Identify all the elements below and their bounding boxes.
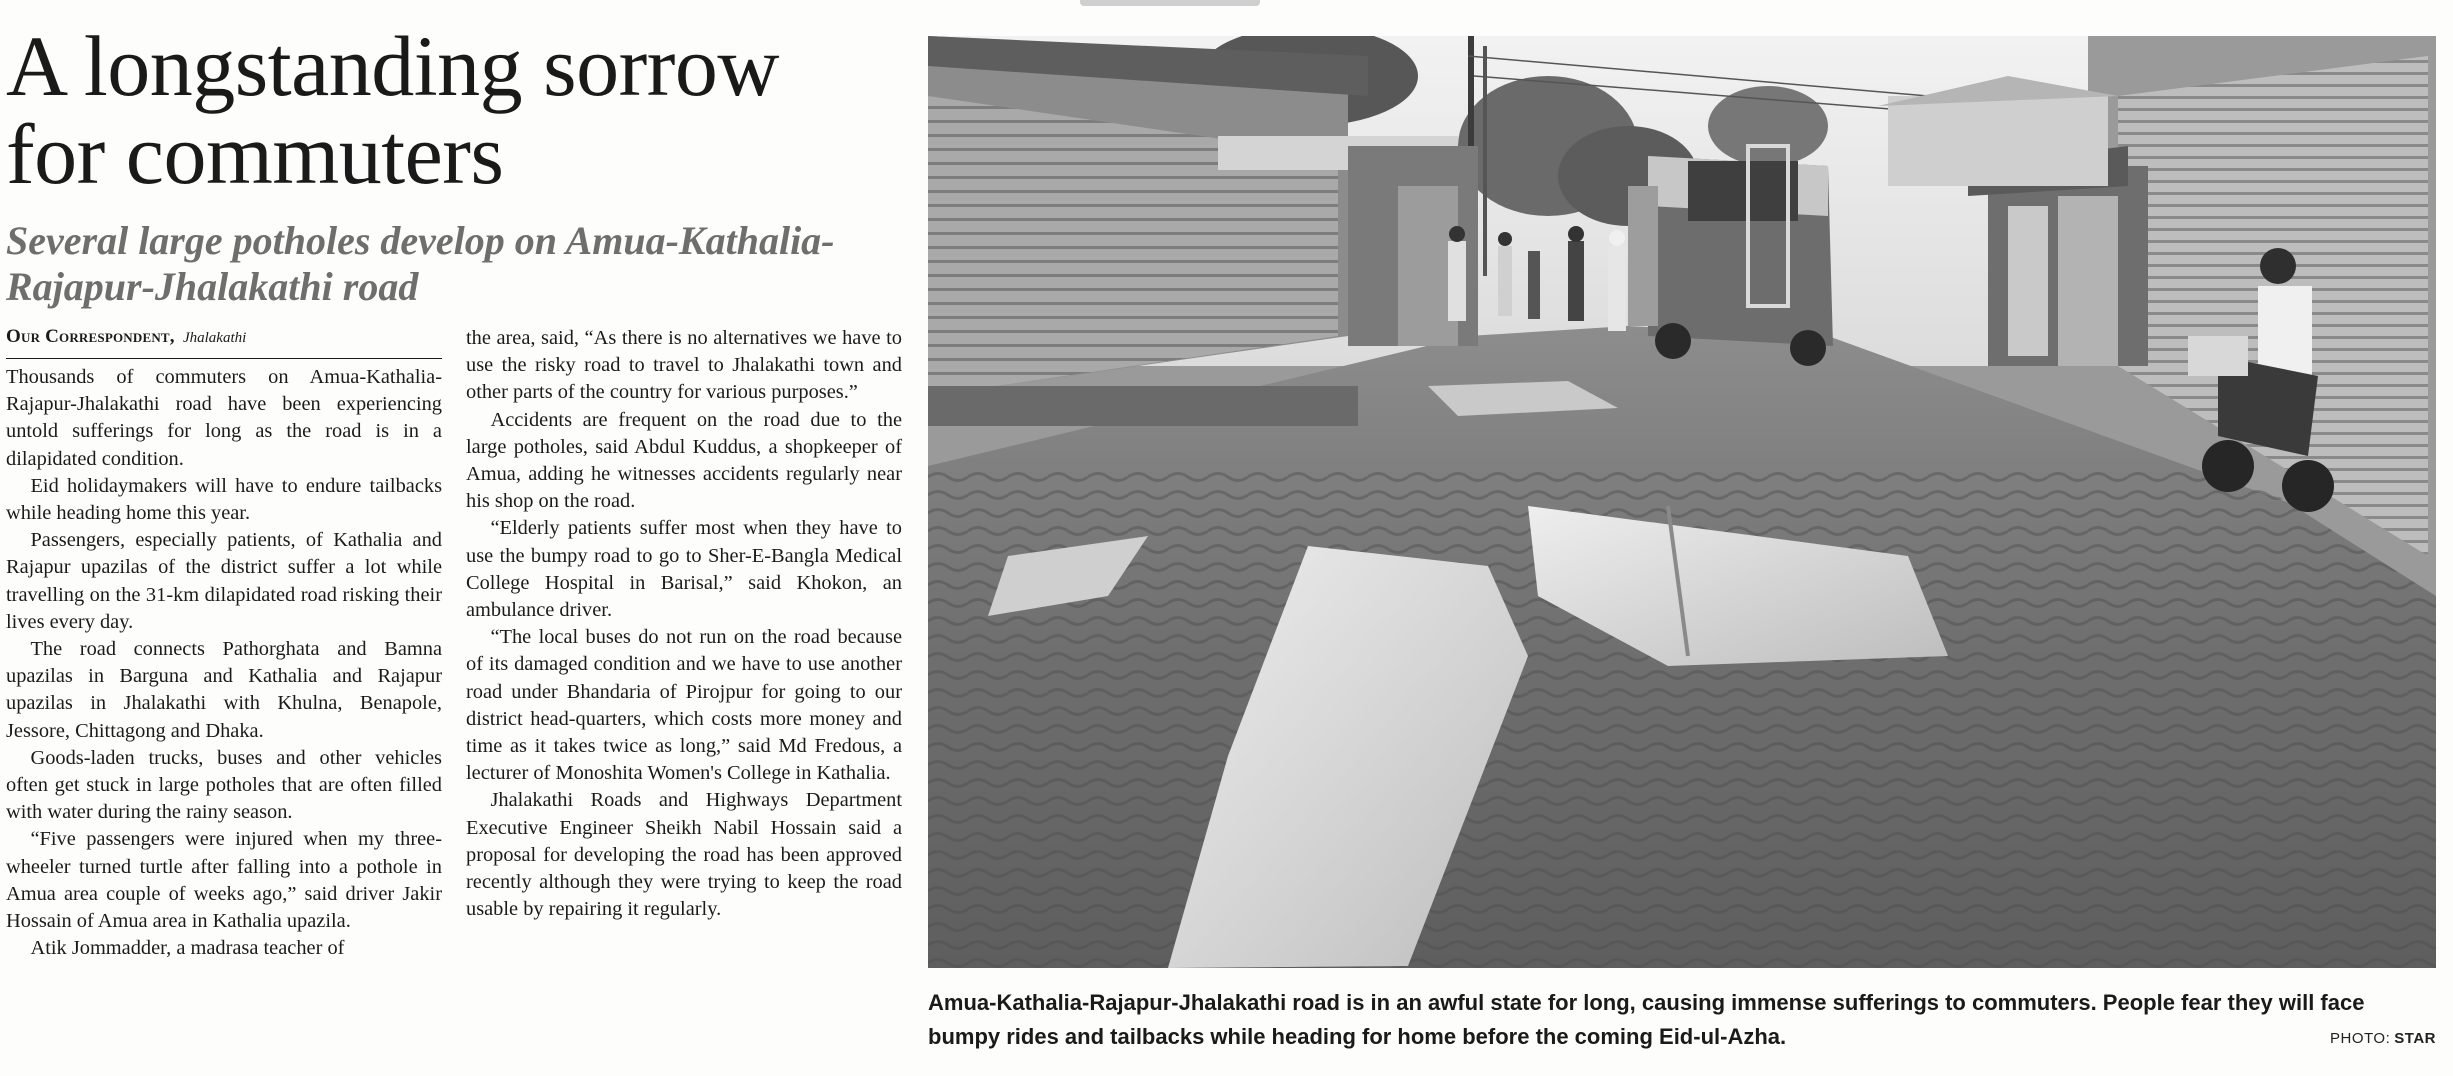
subheadline: Several large potholes develop on Amua-Kathalia-Rajapur-Jhalakathi road — [6, 218, 835, 309]
news-photo — [928, 36, 2436, 968]
byline-author: Our Correspondent, — [6, 326, 175, 347]
headline-line-1: A longstanding sorrow — [6, 18, 780, 114]
photo-credit — [2330, 1030, 2436, 1047]
byline — [6, 326, 442, 359]
paragraph: Passengers, especially patients, of Kathalia and Rajapur upazilas of the district suffer a lot while travelling on the 31-km dilapidated road risking their lives every day. — [6, 529, 442, 633]
paragraph: “Five passengers were injured when my three-wheeler turned turtle after falling into a pothole in Amua area couple of weeks ago,” said driver Jakir Hossain of Amua area in Kathalia upazila. — [6, 828, 442, 933]
paragraph: Goods-laden trucks, buses and other vehicles often get stuck in large potholes that are often filled with water during the rainy season. — [6, 746, 442, 824]
paragraph: Eid holidaymakers will have to endure tailbacks while heading home this year. — [6, 474, 442, 525]
paragraph: the area, said, “As there is no alternatives we have to use the risky road to travel to Jhalakathi town and other parts of the country for various purposes.” — [466, 327, 902, 404]
paragraph: Accidents are frequent on the road due to the large potholes, said Abdul Kuddus, a shopkeeper of Amua, adding he witnesses accidents regularly near his shop on the road. — [466, 408, 902, 513]
paragraph: Thousands of commuters on Amua-Kathalia-Rajapur-Jhalakathi road have been experiencing untold sufferings for long as the road is in a dilapidated condition. — [6, 366, 442, 470]
article-column-1 — [6, 364, 442, 962]
photo-credit-label: PHOTO: — [2330, 1030, 2391, 1047]
paragraph: Jhalakathi Roads and Highways Department Executive Engineer Sheikh Nabil Hossain said a proposal for developing the road has been approved recently although they were trying to keep the road usable by repairing it regularly. — [466, 789, 902, 921]
paragraph: Atik Jommadder, a madrasa teacher of — [30, 937, 345, 960]
photo-caption: Amua-Kathalia-Rajapur-Jhalakathi road is in an awful state for long, causing immense sufferings to commuters. People fear they will face bumpy rides and tailbacks while heading for home before the coming Eid-ul-Azha. — [928, 990, 2365, 1049]
headline — [6, 18, 906, 202]
headline-line-2: for commuters — [6, 106, 504, 202]
paragraph: The road connects Pathorghata and Bamna upazilas in Barguna and Kathalia and Rajapur upazilas in Jhalakathi with Khulna, Benapole, Jessore, Chittagong and Dhaka. — [6, 638, 442, 742]
paragraph: “Elderly patients suffer most when they have to use the bumpy road to go to Sher-E-Bangla Medical College Hospital in Barisal,” said Khokon, an ambulance driver. — [466, 517, 902, 622]
byline-place: Jhalakathi — [182, 330, 247, 346]
article-column-2 — [466, 325, 902, 923]
photo-credit-source: STAR — [2394, 1030, 2436, 1047]
top-edge-fragment — [1080, 0, 1260, 6]
paragraph: “The local buses do not run on the road because of its damaged condition and we have to use another road under Bhandaria of Pirojpur for going to our district head-quarters, which costs more money and time as it takes twice as long,” said Md Fredous, a lecturer of Monoshita Women's College in Kathalia. — [466, 626, 902, 785]
